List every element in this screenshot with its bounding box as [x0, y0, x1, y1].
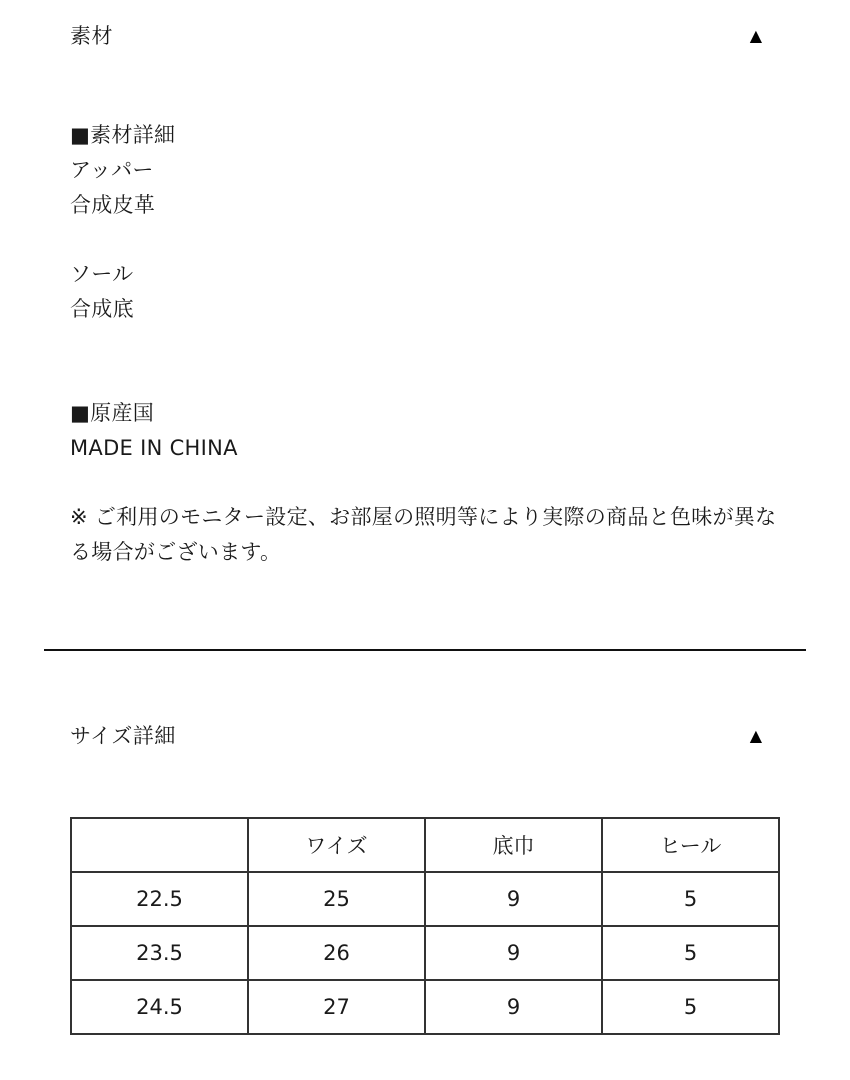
- material-section-title: 素材: [70, 24, 113, 48]
- table-cell: 5: [602, 926, 779, 980]
- header-cell-sole-width: 底巾: [425, 818, 602, 872]
- header-cell-heel: ヒール: [602, 818, 779, 872]
- section-divider: [44, 649, 806, 651]
- material-detail-heading: ■素材詳細: [70, 123, 176, 147]
- table-cell: 9: [425, 872, 602, 926]
- size-section-header[interactable]: [70, 720, 780, 750]
- upper-label: アッパー: [70, 158, 154, 182]
- table-row: [71, 980, 779, 1034]
- table-cell: 27: [248, 980, 425, 1034]
- origin-heading: ■原産国: [70, 401, 155, 425]
- origin-value: MADE IN CHINA: [70, 436, 238, 460]
- color-notice: ※ ご利用のモニター設定、お部屋の照明等により実際の商品と色味が異なる場合がございます。: [70, 505, 777, 564]
- table-header-row: [71, 818, 779, 872]
- table-cell: 5: [602, 980, 779, 1034]
- table-cell: 26: [248, 926, 425, 980]
- table-row: [71, 926, 779, 980]
- collapse-triangle-icon[interactable]: ▲: [749, 25, 762, 45]
- size-section-title: サイズ詳細: [70, 724, 176, 748]
- header-cell-size: [71, 818, 248, 872]
- upper-value: 合成皮革: [70, 193, 156, 217]
- table-cell: 24.5: [71, 980, 248, 1034]
- collapse-triangle-icon[interactable]: ▲: [749, 725, 762, 745]
- table-cell: 23.5: [71, 926, 248, 980]
- table-cell: 9: [425, 926, 602, 980]
- sole-value: 合成底: [70, 297, 134, 321]
- sole-label: ソール: [70, 262, 134, 286]
- header-cell-width: ワイズ: [248, 818, 425, 872]
- table-cell: 25: [248, 872, 425, 926]
- table-cell: 22.5: [71, 872, 248, 926]
- table-row: [71, 872, 779, 926]
- size-table: [70, 817, 780, 1035]
- material-section-body: [70, 118, 790, 570]
- table-cell: 9: [425, 980, 602, 1034]
- table-cell: 5: [602, 872, 779, 926]
- material-section-header[interactable]: [70, 20, 780, 50]
